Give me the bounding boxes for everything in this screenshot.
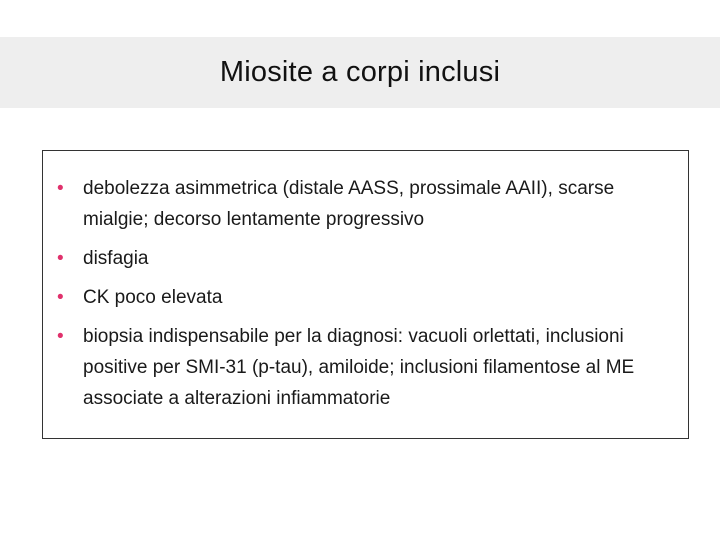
bullet-icon: • xyxy=(57,326,64,347)
bullet-icon: • xyxy=(57,178,64,199)
bullet-item xyxy=(57,173,682,235)
bullet-text: biopsia indispensabile per la diagnosi: vacuoli orlettati, inclusioni positive per SMI-31 (p-tau), amiloide; inclusioni filamentose al ME associate a alterazioni infiammatorie xyxy=(83,326,635,409)
content-box xyxy=(42,150,689,439)
bullet-list xyxy=(57,173,682,422)
bullet-icon: • xyxy=(57,248,64,269)
title-band xyxy=(0,37,720,108)
bullet-text: debolezza asimmetrica (distale AASS, prossimale AAII), scarse mialgie; decorso lentamente progressivo xyxy=(83,178,615,230)
bullet-icon: • xyxy=(57,287,64,308)
bullet-item xyxy=(57,243,682,274)
bullet-text: CK poco elevata xyxy=(83,287,223,308)
bullet-item xyxy=(57,282,682,313)
bullet-item xyxy=(57,321,682,414)
slide-title: Miosite a corpi inclusi xyxy=(219,56,501,88)
bullet-text: disfagia xyxy=(83,248,149,269)
